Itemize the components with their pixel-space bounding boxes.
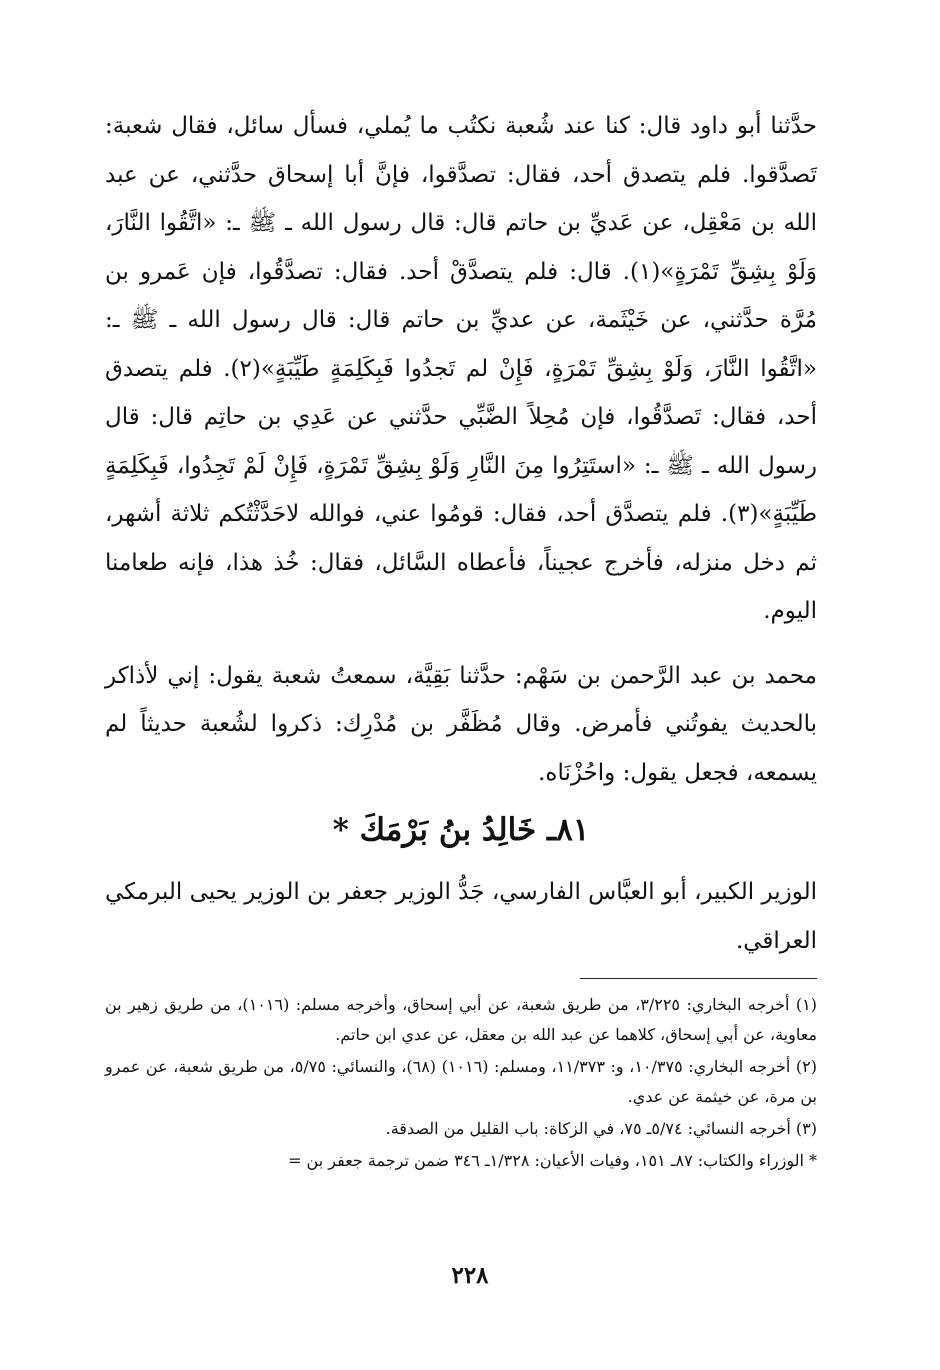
paragraph-shuba-hadith: محمد بن عبد الرَّحمن بن سَهْم: حدَّثنا بَقِيَّة، سمعتُ شعبة يقول: إني لأذاكر بالحديث يفوتُني فأمرض. وقال مُظَفَّر بن مُدْرِك: ذكروا لشُعبة حديثاً لم يسمعه، فجعل يقول: واحُزْنَاه. bbox=[105, 662, 817, 786]
footnotes bbox=[105, 990, 817, 1178]
footnote-source: * الوزراء والكتاب: ٨٧ـ ١٥١، وفيات الأعيان: ١/٣٢٨ـ ٣٤٦ ضمن ترجمة جعفر بن = bbox=[288, 1151, 817, 1170]
page-number: ٢٢٨ bbox=[451, 1262, 489, 1289]
biography-paragraph: الوزير الكبير، أبو العبَّاس الفارسي، جَدُّ الوزير جعفر بن الوزير يحيى البرمكي العراقي. bbox=[105, 879, 817, 954]
paragraph-shuba-charity: حدَّثنا أبو داود قال: كنا عند شُعبة نكتُب ما يُملي، فسأل سائل، فقال شعبة: تَصدَّقوا. فلم يتصدق أحد، فقال: تصدَّقوا، فإنَّ أبا إسحاق حدَّثني، عن عبد الله بن مَعْقِل، عن عَديِّ بن حاتم قال: قال رسول الله ـ ﷺ ـ: «اتَّقُوا النَّارَ، وَلَوْ بِشِقِّ تَمْرَةٍ»(١). قال: فلم يتصدَّقْ أحد. فقال: تصدَّقُوا، فإن عَمرو بن مُرَّة حدَّثني، عن خَيْثَمة، عن عديِّ بن حاتم قال: قال رسول الله ـ ﷺ ـ: «اتَّقُوا النَّارَ، وَلَوْ بِشِقِّ تَمْرَةٍ، فَإِنْ لم تَجدُوا فَبِكَلِمَةٍ طَيِّبَةٍ»(٢). فلم يتصدق أحد، فقال: تَصدَّقُوا، فإن مُحِلاً الضَّبِّي حدَّثني عن عَدِي بن حاتِم قال: قال رسول الله ـ ﷺ ـ: «استَتِرُوا مِنَ النَّارِ وَلَوْ بِشِقِّ تَمْرَةٍ، فَإِنْ لَمْ تَجِدُوا، فَبِكَلِمَةٍ طَيِّبَةٍ»(٣). فلم يتصدَّق أحد، فقال: قومُوا عني، فوالله لاحَدَّثْتُكم ثلاثة أشهر، ثم دخل منزله، فأخرج عجيناً، فأعطاه السَّائل، فقال: خُذ هذا، فإنه طعامنا اليوم. bbox=[105, 113, 818, 624]
footnote-divider bbox=[580, 978, 817, 979]
biography-text bbox=[105, 868, 817, 965]
footnote-2: (٢) أخرجه البخاري: ١٠/٣٧٥، و: ١١/٣٧٣، ومسلم: (١٠١٦) (٦٨)، والنسائي: ٥/٧٥، من طريق شعبة، عن عمرو بن مرة، عن خيثمة عن عدي. bbox=[105, 1057, 817, 1106]
footnote-1: (١) أخرجه البخاري: ٣/٢٢٥، من طريق شعبة، عن أبي إسحاق، وأخرجه مسلم: (١٠١٦)، من طريق زهير بن معاوية، عن أبي إسحاق، كلاهما عن عبد الله بن معقل، عن عدي ابن حاتم. bbox=[105, 995, 818, 1044]
entry-heading: ٨١ـ خَالِدُ بنُ بَرْمَكَ * bbox=[332, 812, 590, 848]
main-text bbox=[105, 102, 817, 797]
footnote-3: (٣) أخرجه النسائي: ٥/٧٤ـ ٧٥، في الزكاة: باب القليل من الصدقة. bbox=[385, 1119, 817, 1138]
